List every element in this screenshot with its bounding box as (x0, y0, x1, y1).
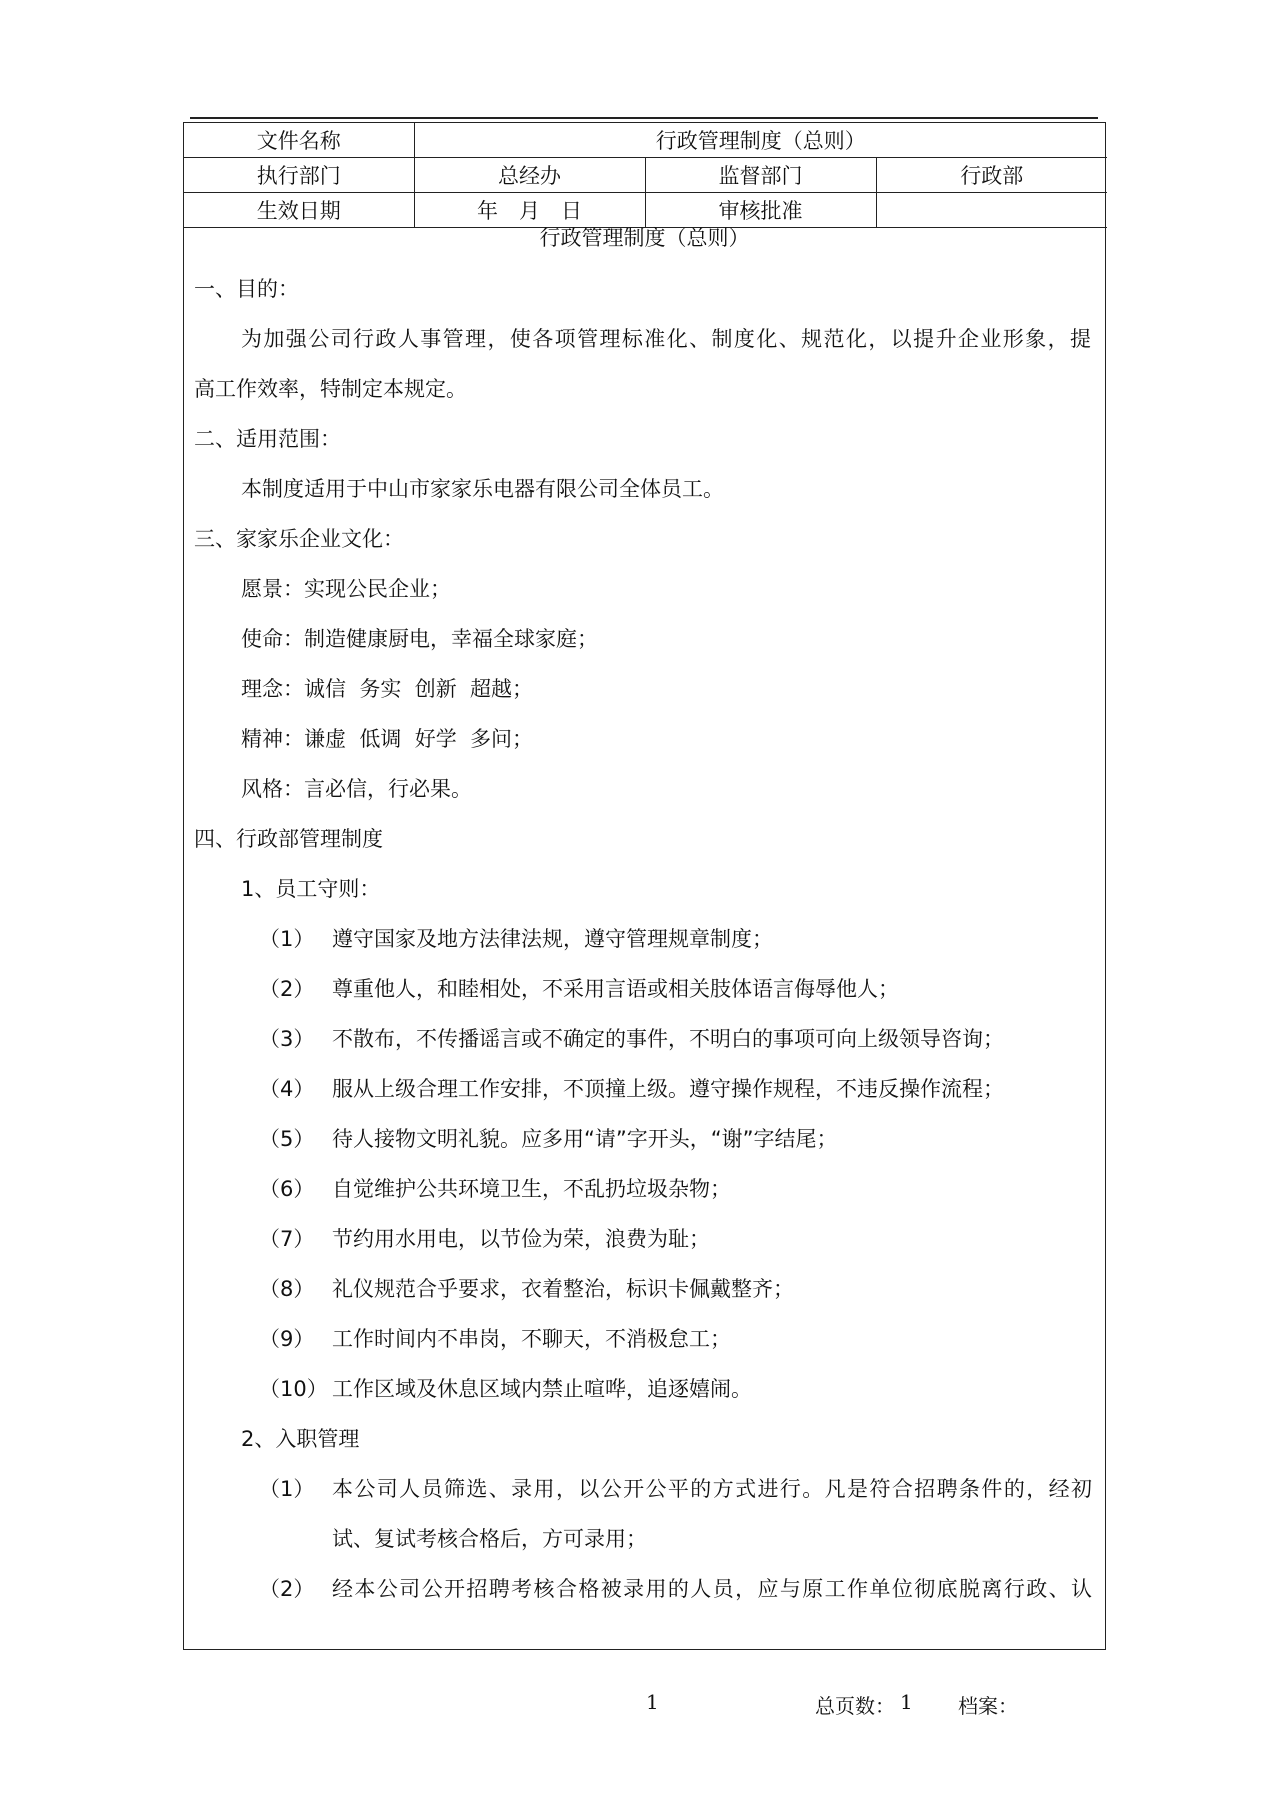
rule-number: （5） (259, 1127, 315, 1151)
file-name-value: 行政管理制度（总则） (414, 123, 1107, 158)
rule-text: 礼仪规范合乎要求，衣着整治，标识卡佩戴整齐； (332, 1277, 794, 1301)
entry-rule-number: （1） (259, 1477, 315, 1501)
page-number: 1 (646, 1690, 659, 1714)
exec-dept-label: 执行部门 (184, 158, 414, 193)
rule-number: （4） (259, 1077, 315, 1101)
rule-number: （10） (259, 1377, 328, 1401)
rule-text: 尊重他人，和睦相处，不采用言语或相关肢体语言侮辱他人； (332, 977, 899, 1001)
exec-dept-value: 总经办 (414, 158, 645, 193)
header-row-departments (184, 158, 1107, 193)
rule-number: （3） (259, 1027, 315, 1051)
rule-text: 服从上级合理工作安排，不顶撞上级。遵守操作规程，不违反操作流程； (332, 1077, 1004, 1101)
rule-text: 待人接物文明礼貌。应多用“请”字开头，“谢”字结尾； (332, 1127, 838, 1151)
section-3-heading: 三、家家乐企业文化： (194, 527, 404, 551)
section-1-paragraph-line-2: 高工作效率，特制定本规定。 (194, 377, 467, 401)
subsection-2-heading: 2、入职管理 (241, 1427, 360, 1451)
entry-rule-text-line-2: 试、复试考核合格后，方可录用； (332, 1527, 647, 1551)
file-name-label: 文件名称 (184, 123, 414, 158)
header-row-file-name (184, 123, 1107, 158)
section-1-paragraph-line-1: 为加强公司行政人事管理，使各项管理标准化、制度化、规范化，以提升企业形象，提 (241, 327, 1091, 351)
section-2-paragraph: 本制度适用于中山市家家乐电器有限公司全体员工。 (241, 477, 724, 501)
archive-label: 档案： (958, 1694, 1018, 1718)
effective-date-label: 生效日期 (184, 193, 414, 228)
rule-text: 工作区域及休息区域内禁止喧哗，追逐嬉闹。 (332, 1377, 752, 1401)
culture-spirit: 精神：谦虚 低调 好学 多问； (241, 727, 534, 751)
effective-date-value: 年 月 日 (414, 193, 645, 228)
culture-mission: 使命：制造健康厨电，幸福全球家庭； (241, 627, 598, 651)
total-pages-value: 1 (900, 1690, 913, 1714)
entry-rule-number: （2） (259, 1577, 315, 1601)
culture-vision: 愿景：实现公民企业； (241, 577, 451, 601)
entry-rule-text-line-1: 本公司人员筛选、录用，以公开公平的方式进行。凡是符合招聘条件的，经初 (332, 1477, 1092, 1501)
rule-number: （8） (259, 1277, 315, 1301)
rule-text: 不散布，不传播谣言或不确定的事件，不明白的事项可向上级领导咨询； (332, 1027, 1004, 1051)
document-sheet (183, 122, 1106, 1650)
top-rule (190, 117, 1098, 119)
culture-philosophy: 理念：诚信 务实 创新 超越； (241, 677, 534, 701)
rule-text: 自觉维护公共环境卫生，不乱扔垃圾杂物； (332, 1177, 731, 1201)
rule-text: 节约用水用电，以节俭为荣，浪费为耻； (332, 1227, 710, 1251)
header-table (184, 123, 1107, 228)
culture-style: 风格：言必信，行必果。 (241, 777, 472, 801)
rule-number: （6） (259, 1177, 315, 1201)
subsection-1-heading: 1、员工守则： (241, 877, 381, 901)
approval-label: 审核批准 (645, 193, 876, 228)
document-title: 行政管理制度（总则） (539, 226, 750, 250)
rule-number: （1） (259, 927, 315, 951)
section-1-heading: 一、目的： (194, 277, 299, 301)
total-pages-label: 总页数： (815, 1694, 895, 1718)
rule-number: （7） (259, 1227, 315, 1251)
entry-rule-text-line-1: 经本公司公开招聘考核合格被录用的人员，应与原工作单位彻底脱离行政、认 (332, 1577, 1092, 1601)
rule-number: （2） (259, 977, 315, 1001)
section-2-heading: 二、适用范围： (194, 427, 341, 451)
rule-number: （9） (259, 1327, 315, 1351)
rule-text: 工作时间内不串岗，不聊天，不消极怠工； (332, 1327, 731, 1351)
rule-text: 遵守国家及地方法律法规，遵守管理规章制度； (332, 927, 773, 951)
supervise-dept-label: 监督部门 (645, 158, 876, 193)
section-4-heading: 四、行政部管理制度 (194, 827, 383, 851)
supervise-dept-value: 行政部 (876, 158, 1107, 193)
